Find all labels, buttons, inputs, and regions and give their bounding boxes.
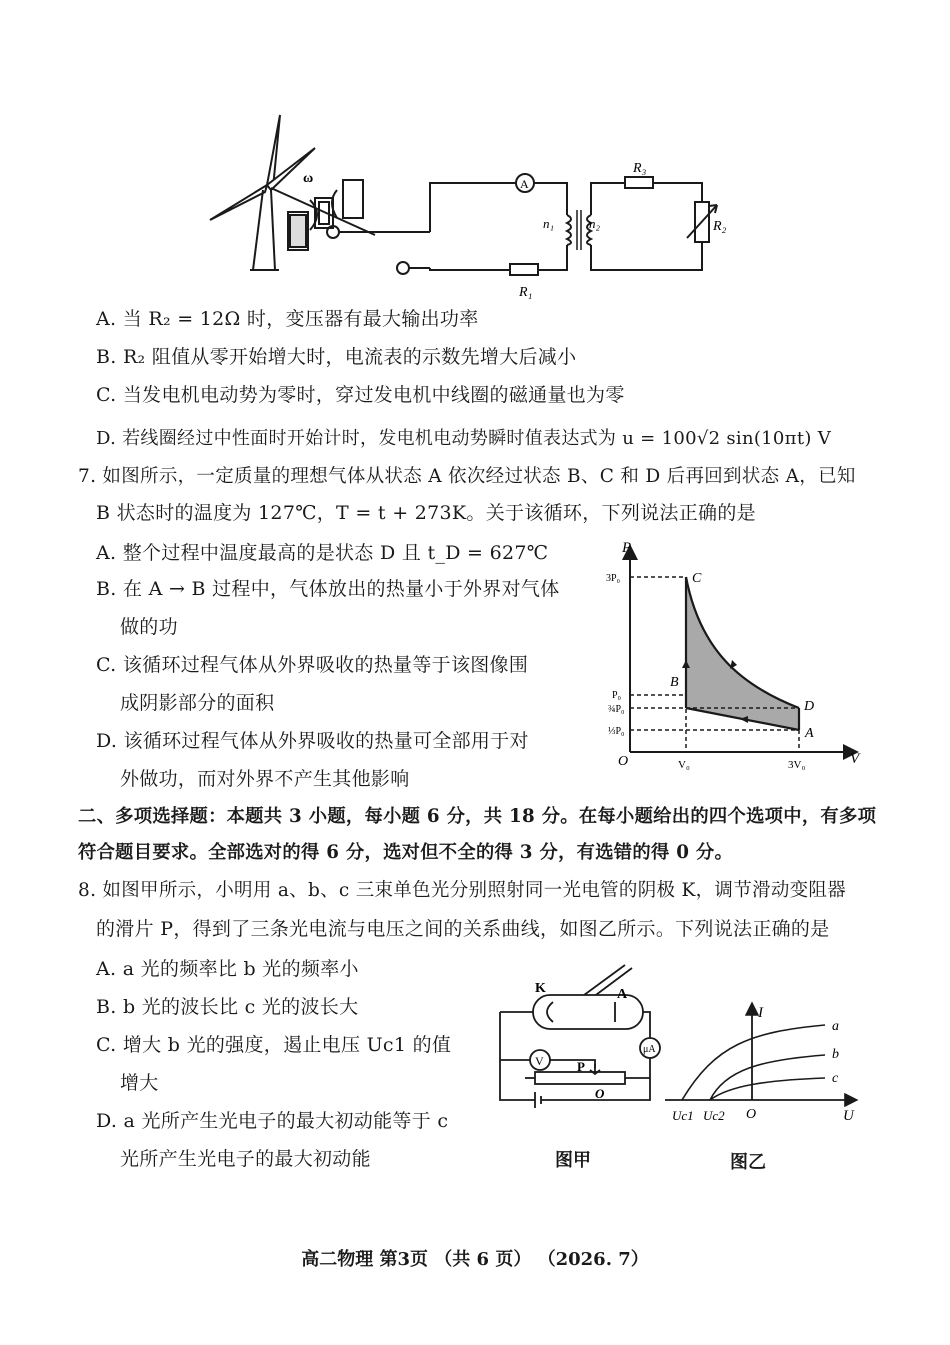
q7-option-d-cont: 外做功，而对外界不产生其他影响 [120, 768, 410, 790]
p-tick-34p0: ¾P₀ [608, 704, 625, 715]
q8-option-b: B. b 光的波长比 c 光的波长大 [96, 996, 359, 1018]
section2-heading-line2: 符合题目要求。全部选对的得 6 分，选对但不全的得 3 分，有选错的得 0 分。 [78, 842, 734, 863]
omega-label: ω [303, 171, 314, 186]
curve-c-label: c [832, 1071, 839, 1086]
iu-curves-figure [660, 1000, 870, 1135]
q7-stem-line2: B 状态时的温度为 127℃，T = t + 273K。关于该循环，下列说法正确的是 [96, 502, 756, 524]
pv-diagram [600, 540, 870, 780]
p-axis-label: P [622, 540, 632, 556]
q7-option-d: D. 该循环过程气体从外界吸收的热量可全部用于对 [96, 730, 529, 752]
r3-label: R₃ [633, 161, 647, 176]
iu-origin: O [746, 1107, 757, 1122]
uc1-label: Uc1 [672, 1108, 694, 1123]
q6-option-c: C. 当发电机电动势为零时，穿过发电机中线圈的磁通量也为零 [96, 384, 625, 406]
state-b: B [670, 675, 679, 690]
u-axis-label: U [843, 1108, 854, 1124]
r1-label: R₁ [519, 285, 533, 300]
cathode-k-label: K [535, 981, 546, 996]
fig-jia-caption: 图甲 [555, 1150, 591, 1171]
v-axis-label: V [850, 751, 860, 767]
q6-option-d: D. 若线圈经过中性面时开始计时，发电机电动势瞬时值表达式为 u = 100√2 sin(10πt) V [96, 428, 831, 449]
q7-option-b-cont: 做的功 [120, 616, 178, 638]
generator-circuit-figure [205, 110, 735, 305]
p-tick-3p0: 3P₀ [606, 573, 621, 584]
curve-b-label: b [832, 1047, 839, 1062]
v-tick-3v0: 3V₀ [788, 759, 806, 771]
state-d: D [804, 699, 815, 714]
microammeter-label: μA [643, 1044, 656, 1055]
q8-option-c-cont: 增大 [120, 1072, 159, 1094]
q8-stem-line1: 8. 如图甲所示，小明用 a、b、c 三束单色光分别照射同一光电管的阴极 K，调节滑动变阻器 [78, 880, 847, 901]
q8-option-c: C. 增大 b 光的强度，遏止电压 Uc1 的值 [96, 1034, 452, 1056]
pv-origin: O [618, 754, 629, 769]
p-tick-p0: P₀ [612, 690, 622, 701]
anode-a-label: A [617, 987, 628, 1002]
q8-stem-line2: 的滑片 P，得到了三条光电流与电压之间的关系曲线，如图乙所示。下列说法正确的是 [96, 918, 830, 940]
section2-heading-line1: 二、多项选择题：本题共 3 小题，每小题 6 分，共 18 分。在每小题给出的四个选项中，有多项 [78, 806, 877, 827]
point-o-label: O [595, 1086, 605, 1101]
state-c: C [692, 571, 702, 586]
q8-option-d-cont: 光所产生光电子的最大初动能 [120, 1148, 371, 1170]
q7-stem-line1: 7. 如图所示，一定质量的理想气体从状态 A 依次经过状态 B、C 和 D 后再回到状态 A，已知 [78, 466, 856, 487]
r2-label: R₂ [713, 219, 727, 234]
n1-label: n₁ [543, 216, 555, 231]
q6-option-b: B. R₂ 阻值从零开始增大时，电流表的示数先增大后减小 [96, 346, 577, 368]
q7-option-c-cont: 成阴影部分的面积 [120, 692, 275, 714]
q7-option-b: B. 在 A → B 过程中，气体放出的热量小于外界对气体 [96, 578, 560, 600]
voltmeter-label: V [535, 1054, 544, 1068]
photoelectric-circuit-figure [495, 960, 675, 1135]
uc2-label: Uc2 [703, 1108, 725, 1123]
state-a: A [805, 726, 814, 741]
slider-p-label: P [577, 1059, 585, 1074]
p-tick-13p0: ⅓P₀ [608, 726, 625, 737]
i-axis-label: I [758, 1005, 763, 1021]
q8-option-a: A. a 光的频率比 b 光的频率小 [96, 958, 359, 980]
q6-option-a: A. 当 R₂ = 12Ω 时，变压器有最大输出功率 [96, 308, 479, 330]
n2-label: n₂ [589, 216, 601, 231]
curve-a-label: a [832, 1019, 839, 1034]
q7-option-c: C. 该循环过程气体从外界吸收的热量等于该图像围 [96, 654, 529, 676]
page-footer: 高二物理 第3页 （共 6 页） （2026. 7） [301, 1249, 649, 1270]
fig-yi-caption: 图乙 [730, 1152, 766, 1173]
q7-option-a: A. 整个过程中温度最高的是状态 D 且 t_D = 627℃ [96, 542, 549, 564]
v-tick-v0: V₀ [678, 759, 690, 771]
q8-option-d: D. a 光所产生光电子的最大初动能等于 c [96, 1110, 449, 1132]
ammeter-label: A [520, 177, 529, 191]
